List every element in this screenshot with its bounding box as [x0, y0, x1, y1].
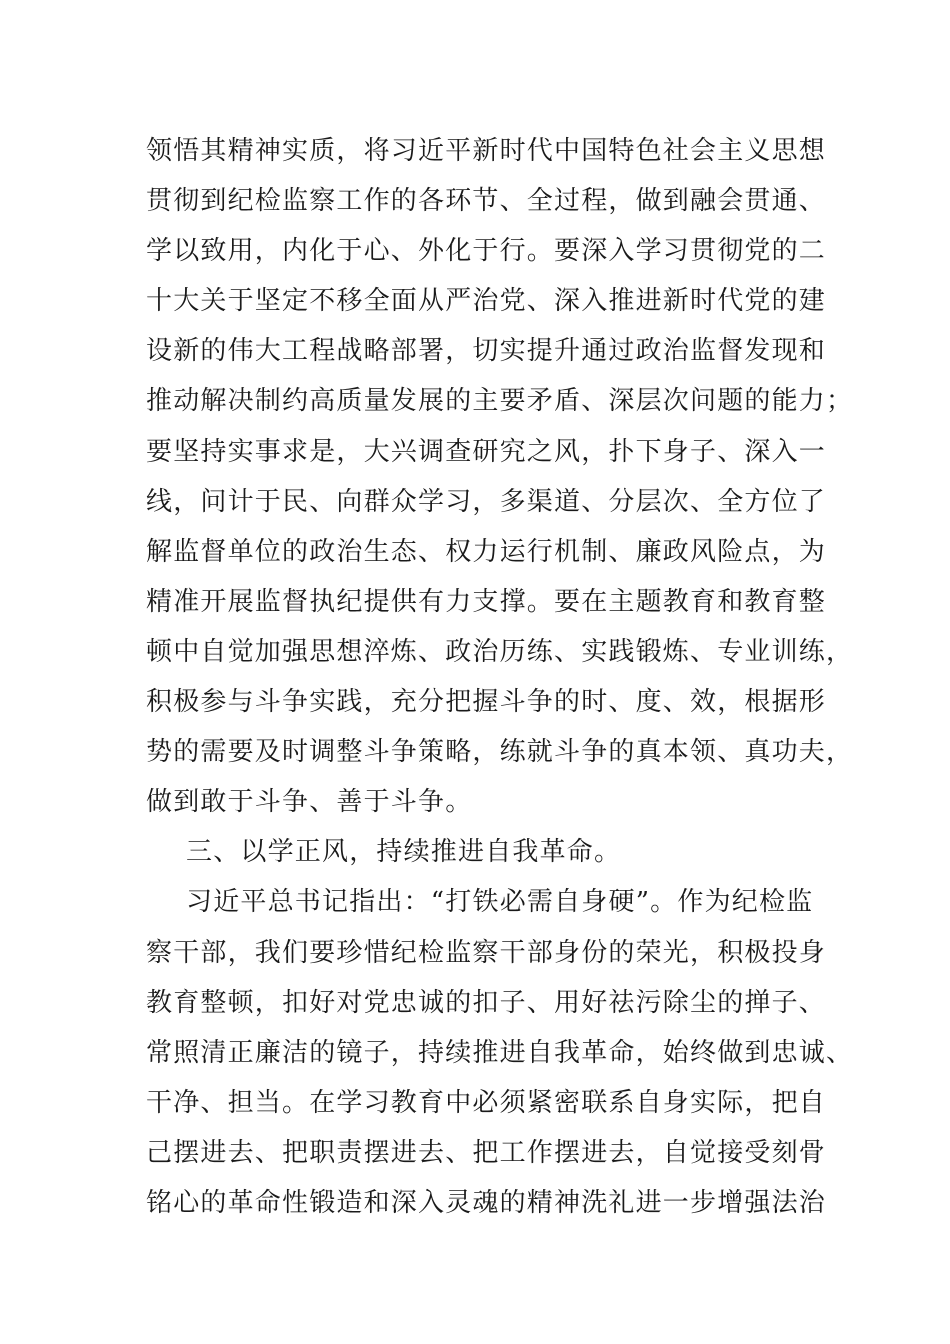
text-line: 线，问计于民、向群众学习，多渠道、分层次、全方位了 [146, 486, 827, 517]
text-line: 三、以学正风，持续推进自我革命。 [186, 837, 622, 868]
text-line: 教育整顿，扣好对党忠诚的扣子、用好祛污除尘的掸子、 [146, 987, 827, 1018]
text-line: 要坚持实事求是，大兴调查研究之风，扑下身子、深入一 [146, 436, 827, 467]
text-line: 学以致用，内化于心、外化于行。要深入学习贯彻党的二 [146, 236, 827, 267]
text-line: 察干部，我们要珍惜纪检监察干部身份的荣光，积极投身 [146, 937, 827, 968]
text-line: 顿中自觉加强思想淬炼、政治历练、实践锻炼、专业训练， [146, 636, 854, 667]
text-line: 干净、担当。在学习教育中必须紧密联系自身实际，把自 [146, 1087, 827, 1118]
text-line: 推动解决制约高质量发展的主要矛盾、深层次问题的能力； [146, 386, 854, 417]
text-line: 解监督单位的政治生态、权力运行机制、廉政风险点，为 [146, 536, 827, 567]
text-line: 做到敢于斗争、善于斗争。 [146, 787, 473, 818]
text-line: 习近平总书记指出：“打铁必需自身硬”。作为纪检监 [186, 887, 814, 918]
text-line: 己摆进去、把职责摆进去、把工作摆进去，自觉接受刻骨 [146, 1137, 827, 1168]
text-line: 贯彻到纪检监察工作的各环节、全过程，做到融会贯通、 [146, 186, 827, 217]
text-line: 势的需要及时调整斗争策略，练就斗争的真本领、真功夫， [146, 737, 854, 768]
text-line: 十大关于坚定不移全面从严治党、深入推进新时代党的建 [146, 286, 827, 317]
text-line: 常照清正廉洁的镜子，持续推进自我革命，始终做到忠诚、 [146, 1037, 854, 1068]
body-text [146, 126, 854, 1228]
text-line: 精准开展监督执纪提供有力支撑。要在主题教育和教育整 [146, 586, 827, 617]
text-line: 设新的伟大工程战略部署，切实提升通过政治监督发现和 [146, 336, 827, 367]
text-line: 积极参与斗争实践，充分把握斗争的时、度、效，根据形 [146, 687, 827, 718]
text-line: 领悟其精神实质，将习近平新时代中国特色社会主义思想 [146, 136, 827, 166]
text-line: 铭心的革命性锻造和深入灵魂的精神洗礼进一步增强法治 [146, 1187, 827, 1218]
